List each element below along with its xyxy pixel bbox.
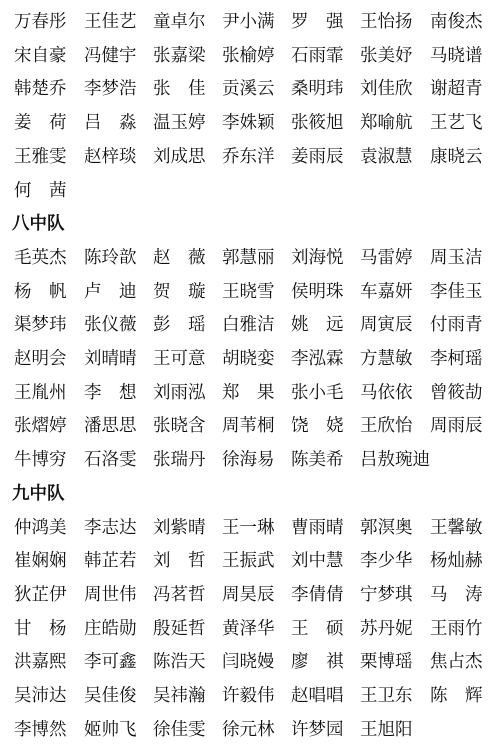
student-name: 张 佳: [153, 79, 206, 100]
student-name: 王卫东: [360, 686, 413, 706]
student-name: 苏丹妮: [360, 618, 413, 639]
student-name: 陈浩天: [153, 652, 206, 673]
student-name: 冯健宇: [84, 45, 137, 66]
student-name: 万春彤: [14, 12, 67, 32]
name-row: [0, 578, 500, 612]
student-name: 赵梓琰: [84, 146, 137, 167]
student-name: 徐佳雯: [153, 719, 206, 740]
student-name: 白雅洁: [222, 315, 275, 336]
student-name: 温玉婷: [153, 113, 206, 134]
student-name: 张嘉梁: [153, 45, 206, 66]
student-name: 王振武: [222, 551, 275, 572]
name-row: [0, 612, 500, 646]
student-name: 张榆婷: [222, 45, 275, 66]
name-row: [0, 241, 500, 275]
student-name: 马雷婷: [360, 247, 413, 268]
student-name: 陈美希: [291, 450, 344, 471]
student-name: 彭 瑶: [153, 315, 206, 336]
student-name: 李可鑫: [84, 652, 137, 673]
student-name: 曾筱劼: [430, 382, 483, 403]
student-name: 王怡扬: [360, 12, 413, 32]
student-name: 乔东洋: [222, 146, 275, 167]
student-name: 谢超青: [430, 79, 483, 100]
student-name: 石雨霏: [291, 45, 344, 66]
student-name: 焦占杰: [430, 652, 483, 673]
name-row: [0, 275, 500, 309]
student-name: 洪嘉熙: [14, 652, 67, 673]
student-name: 周昊辰: [222, 584, 275, 605]
name-row: [0, 443, 500, 477]
name-row: [0, 544, 500, 578]
student-name: 李梦浩: [84, 79, 137, 100]
student-name: 车嘉妍: [360, 281, 413, 302]
student-name: 张小毛: [291, 382, 344, 403]
student-name: 刘紫晴: [153, 517, 206, 538]
student-name: 卢 迪: [84, 281, 137, 302]
student-name: 庄皓勋: [84, 618, 137, 639]
student-name: 李博然: [14, 719, 67, 740]
student-name: 王雅雯: [14, 146, 67, 167]
student-name: 吴祎瀚: [153, 686, 206, 706]
student-name: 吴沛达: [14, 686, 67, 706]
student-name: 李姝颖: [222, 113, 275, 134]
name-row: [0, 308, 500, 342]
student-name: 李 想: [84, 382, 137, 403]
student-name: 胡晓娈: [222, 349, 275, 369]
student-name: 吴佳俊: [84, 686, 137, 706]
student-name: 王旭阳: [360, 719, 413, 740]
student-name: 郑 果: [222, 382, 275, 403]
student-name: 刘晴晴: [84, 349, 137, 369]
name-row: [0, 5, 500, 39]
student-name: 王晓雪: [222, 281, 275, 302]
student-name: 王佳艺: [84, 12, 137, 32]
student-name: 李泓霖: [291, 349, 344, 369]
student-name: 闫晓嫚: [222, 652, 275, 673]
student-name: 贡溪云: [222, 79, 275, 100]
student-name: 宁梦琪: [360, 584, 413, 605]
student-name: 徐元林: [222, 719, 275, 740]
squad-heading-line: [0, 477, 500, 511]
student-name: 杨 帆: [14, 281, 67, 302]
student-name: 姬帅飞: [84, 719, 137, 740]
student-name: 韩楚乔: [14, 79, 67, 100]
student-name: 渠梦玮: [14, 315, 67, 336]
student-name: 李少华: [360, 551, 413, 572]
student-name: 栗博瑶: [360, 652, 413, 673]
student-name: 刘成思: [153, 146, 206, 167]
student-name: 康晓云: [430, 146, 483, 167]
student-name: 宋自豪: [14, 45, 67, 66]
student-name: 郭溟奥: [360, 517, 413, 538]
student-name: 黄泽华: [222, 618, 275, 639]
student-name: 南俊杰: [430, 12, 483, 32]
student-name: 徐海易: [222, 450, 275, 471]
student-name: 冯茗哲: [153, 584, 206, 605]
name-row: [0, 140, 500, 174]
student-name: 王胤州: [14, 382, 67, 403]
name-row: [0, 39, 500, 73]
name-row: [0, 342, 500, 376]
student-name: 方慧敏: [360, 349, 413, 369]
student-name: 曹雨晴: [291, 517, 344, 538]
student-name: 王 硕: [291, 618, 344, 639]
student-name: 张仪薇: [84, 315, 137, 336]
student-name: 周苇桐: [222, 416, 275, 437]
student-name: 吕 淼: [84, 113, 137, 134]
student-name: 马依依: [360, 382, 413, 403]
student-name: 刘中慧: [291, 551, 344, 572]
student-name: 刘海悦: [291, 247, 344, 268]
student-name: 王欣怡: [360, 416, 413, 437]
student-name: 张美妤: [360, 45, 413, 66]
student-name: 郭慧丽: [222, 247, 275, 268]
student-name: 饶 娆: [291, 416, 344, 437]
name-row: [0, 645, 500, 679]
student-name: 周玉洁: [430, 247, 483, 268]
student-name: 付雨青: [430, 315, 483, 336]
student-name: 刘 哲: [153, 551, 206, 572]
student-name: 马晓谱: [430, 45, 483, 66]
student-name: 杨灿赫: [430, 551, 483, 572]
student-name: 姜雨辰: [291, 146, 344, 167]
student-name: 张熠婷: [14, 416, 67, 437]
student-name: 袁淑慧: [360, 146, 413, 167]
student-name: 潘思思: [84, 416, 137, 437]
student-name: 牛博穷: [14, 450, 67, 471]
student-name: 许毅伟: [222, 686, 275, 706]
name-row: [0, 679, 500, 713]
student-name: 崔娴娴: [14, 551, 67, 572]
student-name: 张晓含: [153, 416, 206, 437]
student-name: 陈 辉: [430, 686, 483, 706]
squad-heading: 八中队: [12, 214, 65, 235]
student-name: 殷延哲: [153, 618, 206, 639]
student-name: 廖 祺: [291, 652, 344, 673]
student-name: 狄芷伊: [14, 584, 67, 605]
student-name: 李柯瑶: [430, 349, 483, 369]
student-name: 桑明玮: [291, 79, 344, 100]
student-name: 王一琳: [222, 517, 275, 538]
student-name: 罗 强: [291, 12, 344, 32]
student-name: 张筱旭: [291, 113, 344, 134]
student-name: 赵 薇: [153, 247, 206, 268]
squad-heading: 九中队: [12, 483, 65, 504]
student-name: 赵明会: [14, 349, 67, 369]
student-name: 陈玲歆: [84, 247, 137, 268]
name-row: [0, 409, 500, 443]
student-name: 王艺飞: [430, 113, 483, 134]
student-name: 周世伟: [84, 584, 137, 605]
student-name: 李佳玉: [430, 281, 483, 302]
student-name: 侯明珠: [291, 281, 344, 302]
student-name: 张瑞丹: [153, 450, 206, 471]
student-name: 马 涛: [430, 584, 483, 605]
student-name: 王雨竹: [430, 618, 483, 639]
student-name: 姜 荷: [14, 113, 67, 134]
student-name: 仲鸿美: [14, 517, 67, 538]
name-row: [0, 376, 500, 410]
student-name: 贺 璇: [153, 281, 206, 302]
student-name: 李志达: [84, 517, 137, 538]
student-name: 石洛雯: [84, 450, 137, 471]
student-name: 王可意: [153, 349, 206, 369]
student-name: 尹小满: [222, 12, 275, 32]
squad-heading-line: [0, 207, 500, 241]
student-name: 童卓尔: [153, 12, 206, 32]
student-name: 赵唱唱: [291, 686, 344, 706]
student-name: 姚 远: [291, 315, 344, 336]
student-name: 周雨辰: [430, 416, 483, 437]
student-name: 甘 杨: [14, 618, 67, 639]
student-name: 韩芷若: [84, 551, 137, 572]
name-row: [0, 72, 500, 106]
student-name: 周寅辰: [360, 315, 413, 336]
student-name: 毛英杰: [14, 247, 67, 268]
student-name: 郑喻航: [360, 113, 413, 134]
name-row: [0, 713, 500, 747]
student-name: 吕敖琬迪: [360, 450, 430, 471]
student-name: 王馨敏: [430, 517, 483, 538]
name-row: [0, 106, 500, 140]
student-name: 李倩倩: [291, 584, 344, 605]
name-row: [0, 511, 500, 545]
student-name: 刘佳欣: [360, 79, 413, 100]
name-row: [0, 174, 500, 208]
student-name: 何 茜: [14, 180, 67, 201]
student-name: 许梦园: [291, 719, 344, 740]
student-name: 刘雨泓: [153, 382, 206, 403]
